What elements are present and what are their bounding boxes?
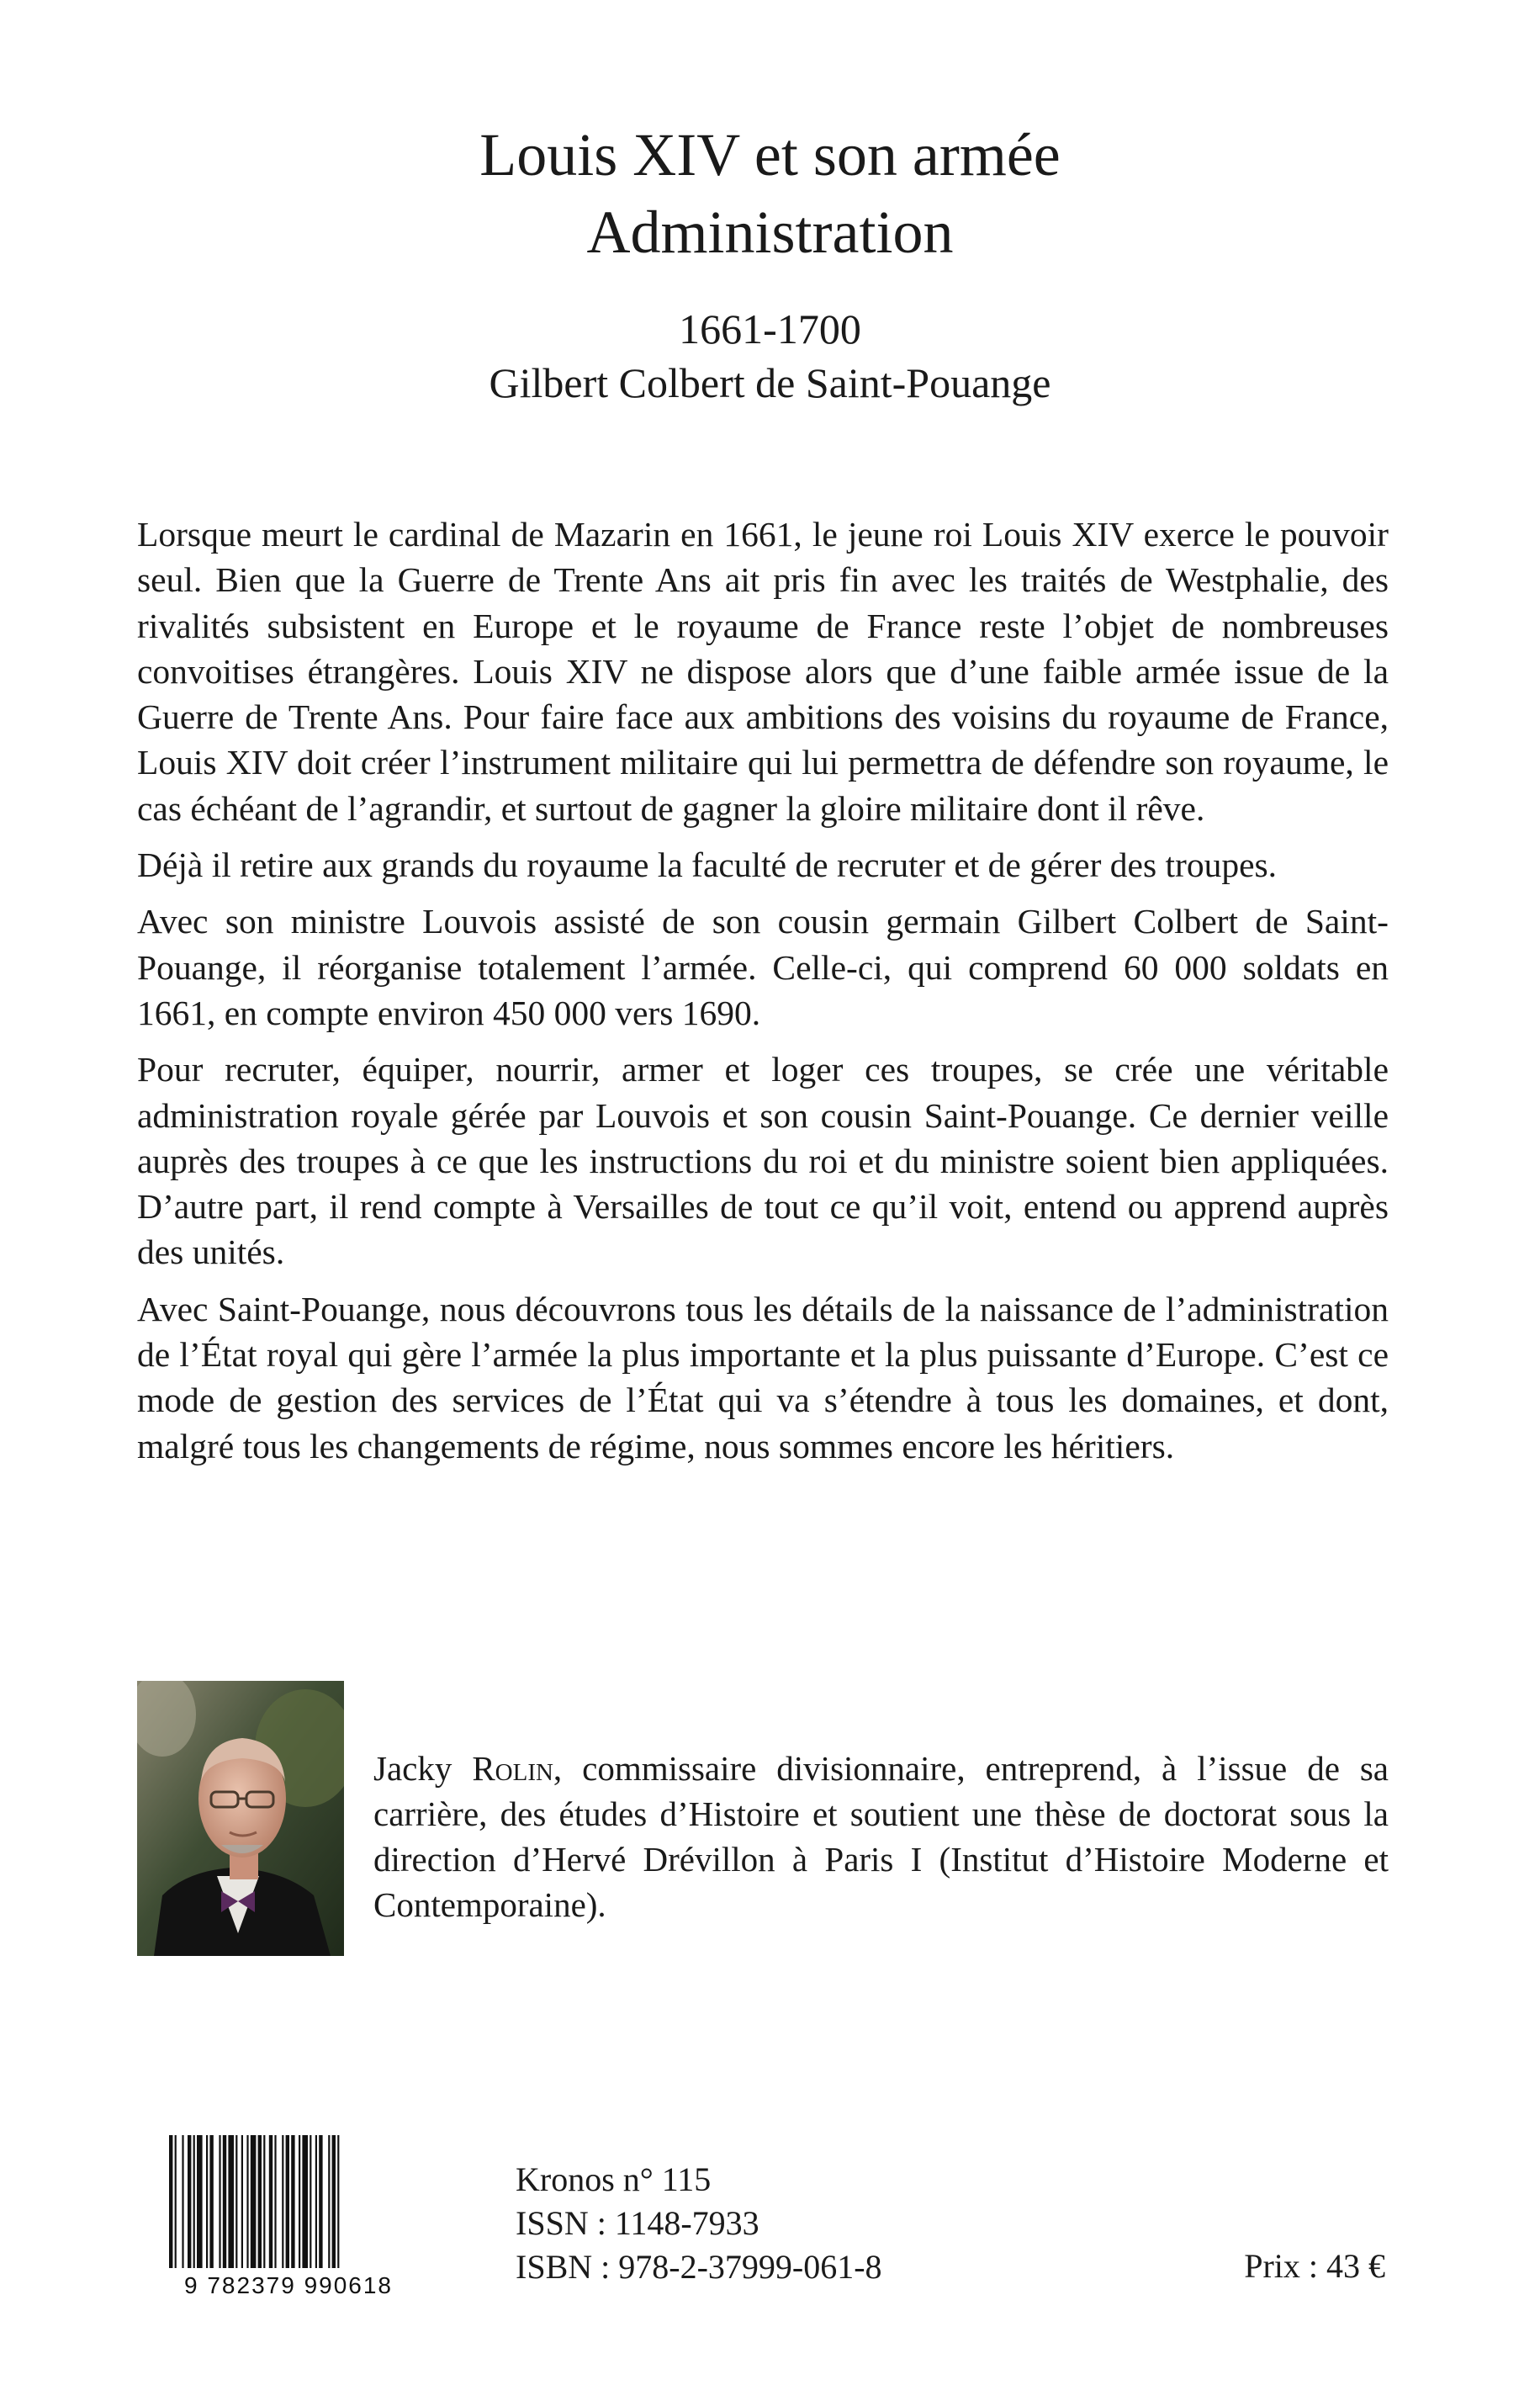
barcode-bar (206, 2135, 208, 2268)
issn: ISSN : 1148-7933 (516, 2204, 759, 2242)
barcode-bar (182, 2135, 183, 2268)
barcode-bar (302, 2135, 308, 2268)
barcode-bar (332, 2135, 336, 2268)
book-dates: 1661-1700 (679, 305, 861, 352)
barcode-bar (291, 2135, 294, 2268)
author-bio-text: , commissaire divisionnaire, entreprend, à l’issue de sa carrière, des études d’Histoire et soutient une thèse de doctorat sous la direction d’Hervé Drévillon à Paris I (Institut d’Histoire Moderne et Contemporaine). (373, 1749, 1389, 1924)
barcode-bar (219, 2135, 220, 2268)
book-title: Louis XIV et son armée (479, 121, 1061, 188)
barcode-bar (269, 2135, 273, 2268)
author-photo (137, 1681, 344, 1956)
barcode-bar (241, 2135, 243, 2268)
isbn: ISBN : 978-2-37999-061-8 (516, 2248, 882, 2286)
summary-text (137, 511, 1389, 1480)
summary-paragraph: Avec Saint-Pouange, nous découvrons tous les détails de la naissance de l’administration de l’État royal qui gère l’armée la plus importante et la plus puissante d’Europe. C’est ce mode de gestion des services de l’État qui va s’étendre à tous les domaines, et dont, malgré tous les changements de régime, nous sommes encore les héritiers. (137, 1289, 1389, 1465)
barcode-bar (169, 2135, 172, 2268)
collection-number: Kronos n° 115 (516, 2160, 712, 2198)
author-first-name: Jacky (373, 1749, 452, 1788)
barcode-bar (337, 2135, 339, 2268)
isbn-barcode (162, 2132, 415, 2300)
barcode-bar (328, 2135, 330, 2268)
barcode-bar (209, 2135, 213, 2268)
barcode-bar (274, 2135, 276, 2268)
summary-paragraph: Avec son ministre Louvois assisté de son cousin germain Gilbert Colbert de Saint-Pouange, il réorganise totalement l’armée. Celle-ci, qui comprend 60 000 soldats en 1661, en compte environ 450 000 vers 1690. (137, 902, 1389, 1032)
barcode-bar (315, 2135, 317, 2268)
barcode-bar (258, 2135, 262, 2268)
barcode-digits: 9 782379 990618 (184, 2272, 393, 2298)
barcode-bar (223, 2135, 226, 2268)
author-last-name: Rolin (472, 1749, 553, 1788)
barcode-bar (235, 2135, 237, 2268)
barcode-bar (197, 2135, 203, 2268)
publication-info (516, 2158, 882, 2289)
barcode-bar (228, 2135, 234, 2268)
barcode-bar (251, 2135, 257, 2268)
book-subject: Gilbert Colbert de Saint-Pouange (489, 359, 1051, 406)
barcode-bar (319, 2135, 322, 2268)
barcode-bar (246, 2135, 248, 2268)
barcode-bar (299, 2135, 300, 2268)
barcode-bar (193, 2135, 195, 2268)
book-title-line2: Administration (586, 199, 954, 266)
barcode-bar (263, 2135, 265, 2268)
barcode-bar (282, 2135, 283, 2268)
barcode-bar (310, 2135, 311, 2268)
author-bio (373, 1746, 1389, 1927)
summary-paragraph: Lorsque meurt le cardinal de Mazarin en 1661, le jeune roi Louis XIV exerce le pouvoir seul. Bien que la Guerre de Trente Ans ait pris fin avec les traités de Westphalie, des rivalités subsistent en Europe et le royaume de France reste l’objet de nombreuses convoitises étrangères. Louis XIV ne dispose alors que d’une faible armée issue de la Guerre de Trente Ans. Pour faire face aux ambitions des voisins du royaume de France, Louis XIV doit créer l’instrument militaire qui lui permettra de défendre son royaume, le cas échéant de l’agrandir, et surtout de gagner la gloire militaire dont il rêve. (137, 515, 1389, 828)
barcode-bar (175, 2135, 177, 2268)
summary-paragraph: Déjà il retire aux grands du royaume la faculté de recruter et de gérer des troupes. (137, 845, 1278, 885)
barcode-bar (286, 2135, 289, 2268)
summary-paragraph: Pour recruter, équiper, nourrir, armer et loger ces troupes, se crée une véritable administration royale gérée par Louvois et son cousin Saint-Pouange. Ce dernier veille auprès des troupes à ce que les instructions du roi et du ministre soient bien appliquées. D’autre part, il rend compte à Versailles de tout ce qu’il voit, entend ou apprend auprès des unités. (137, 1050, 1389, 1272)
barcode-bar (188, 2135, 191, 2268)
price: Prix : 43 € (1244, 2247, 1385, 2285)
